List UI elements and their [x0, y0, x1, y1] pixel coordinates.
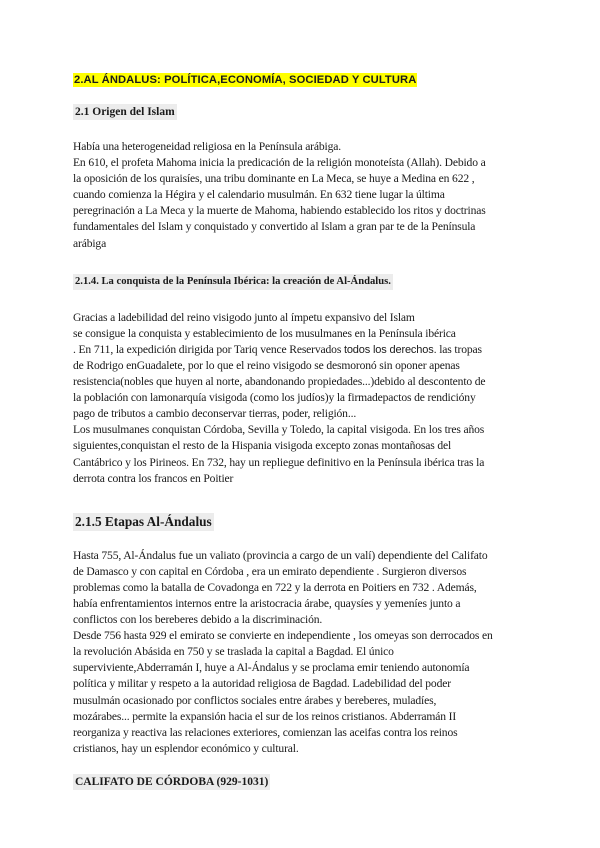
text-line: la población con lamonarquía visigoda (como los judíos)y la firmadepactos de rendicióny — [73, 391, 476, 405]
text-line: mozárabes... permite la expansión hacia el sur de los reinos cristianos. Abderramán II — [73, 709, 457, 723]
text-line: cuando comienza la Hégira y el calendario musulmán. En 632 tiene lugar la última — [73, 188, 445, 202]
text-line: problemas como la batalla de Covadonga en 722 y la derrota en Poitiers en 732 . Además, — [73, 580, 477, 594]
text-line: Desde 756 hasta 929 el emirato se convierte en independiente , los omeyas son derrocados en — [73, 629, 493, 643]
text-line: Cantábrico y los Pirineos. En 732, hay un repliegue definitivo en la Península ibérica tras la — [73, 455, 485, 469]
text-line: derrota contra los francos en Poitier — [73, 471, 234, 485]
text-line: la oposición de los quraisíes, una tribu dominante en La Meca, se huye a Medina en 622 , — [73, 172, 475, 186]
text-line: superviviente,Abderramán I, huye a Al-Ándalus y se proclama emir teniendo autonomía — [73, 661, 470, 675]
text-line: política y militar y respeto a la autoridad religiosa de Bagdad. Ladebilidad del poder — [73, 677, 451, 691]
text-line: Los musulmanes conquistan Córdoba, Sevilla y Toledo, la capital visigoda. En los tres años — [73, 423, 485, 437]
document-title: 2.AL ÁNDALUS: POLÍTICA,ECONOMÍA, SOCIEDAD Y CULTURA — [74, 74, 417, 86]
section-etapas — [73, 487, 535, 757]
text-line: En 610, el profeta Mahoma inicia la predicación de la religión monoteísta (Allah). Debido a — [73, 156, 486, 170]
section-heading-etapas: 2.1.5 Etapas Al-Ándalus — [75, 513, 212, 529]
section-califato — [73, 757, 535, 790]
section-heading-conquista: 2.1.4. La conquista de la Península Ibérica: la creación de Al-Ándalus. — [73, 274, 393, 290]
text-line: peregrinación a La Meca y la muerte de Mahoma, habiendo establecido los ritos y doctrinas — [73, 204, 486, 218]
text-fragment: . En 711, la expedición dirigida por Tariq vence Reservados — [73, 342, 344, 356]
text-line: Había una heterogeneidad religiosa en la Península arábiga. — [73, 140, 342, 153]
text-line: de Rodrigo enGuadalete, por lo que el reino visigodo se desmoronó sin oponer apenas — [73, 358, 460, 372]
paragraph-origen — [73, 139, 535, 252]
section-heading-califato: CALIFATO DE CÓRDOBA (929-1031) — [75, 775, 269, 788]
text-line: reorganiza y reactiva las relaciones exteriores, comienzan las aceifas contra los reinos — [73, 725, 458, 739]
section-origen — [73, 88, 535, 252]
text-fragment: las tropas — [436, 342, 482, 356]
text-fragment-sans: todos los derechos. — [343, 343, 437, 356]
text-line: arábiga — [73, 236, 107, 250]
text-line: siguientes,conquistan el resto de la Hispania visigoda excepto zonas montañosas del — [73, 439, 452, 453]
text-line: Hasta 755, Al-Ándalus fue un valiato (provincia a cargo de un valí) dependiente del Califato — [73, 548, 488, 562]
text-line: conflictos con los bereberes debido a la discriminación. — [73, 613, 323, 627]
text-line: se consigue la conquista y establecimiento de los musulmanes en la Península ibérica — [73, 326, 456, 340]
text-line: resistencia(nobles que huyen al norte, abandonando propiedades...)debido al descontento de — [73, 375, 486, 389]
text-line-mixed — [73, 342, 535, 358]
document-content — [73, 70, 535, 790]
section-heading-origen: 2.1 Origen del Islam — [75, 106, 175, 118]
paragraph-etapas — [73, 548, 535, 757]
text-line: fundamentales del Islam y conquistado y convertido al Islam a gran par te de la Península — [73, 220, 476, 234]
text-line: musulmán ocasionado por conflictos sociales entre árabes y bereberes, muladíes, — [73, 693, 437, 707]
text-line: la revolución Abásida en 750 y se traslada la capital a Bagdad. El único — [73, 645, 394, 659]
paragraph-conquista — [73, 310, 535, 487]
section-conquista — [73, 252, 535, 487]
text-line: pago de tributos a cambio deconservar tierras, poder, religión... — [73, 407, 357, 421]
text-line: de Damasco y con capital en Córdoba , era un emirato dependiente . Surgieron diversos — [73, 564, 467, 578]
text-line: Gracias a ladebilidad del reino visigodo junto al ímpetu expansivo del Islam — [73, 310, 415, 324]
text-line: cristianos, hay un esplendor económico y cultural. — [73, 741, 299, 755]
text-line: había enfrentamientos internos entre la aristocracia árabe, quaysíes y yemeníes junto a — [73, 596, 461, 610]
